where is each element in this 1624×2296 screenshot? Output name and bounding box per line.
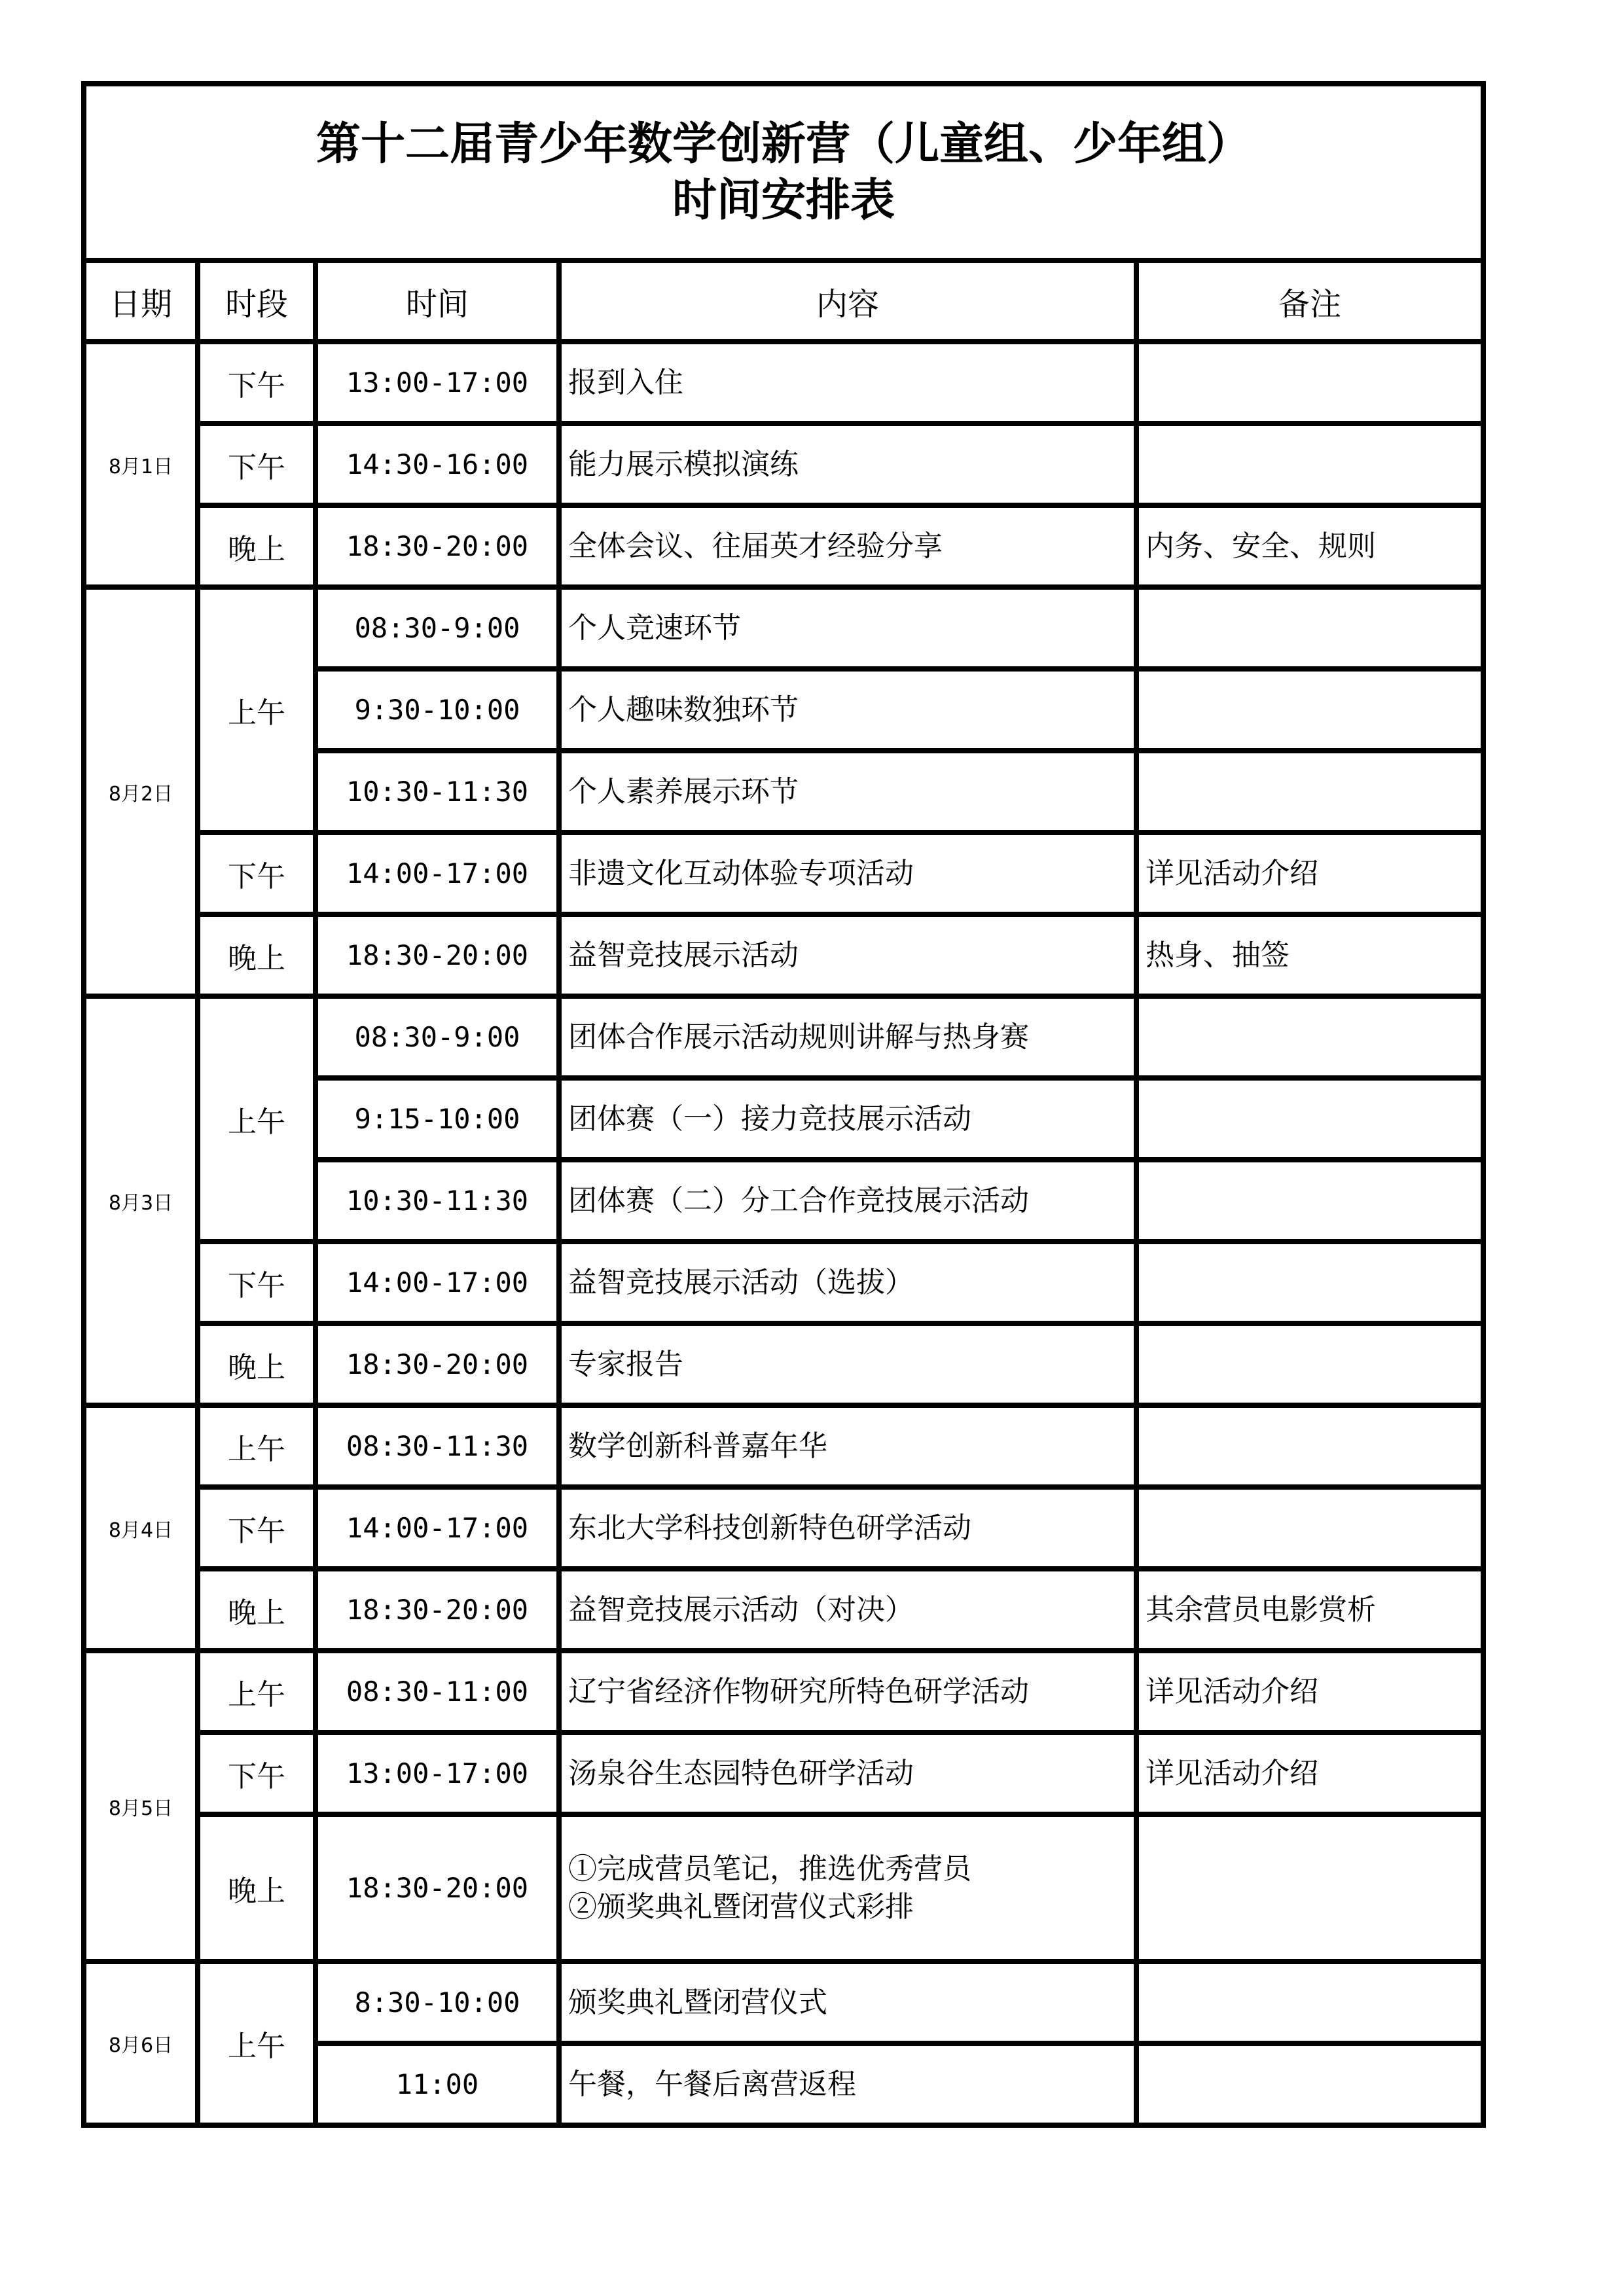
content-cell: 数学创新科普嘉年华 [562, 1408, 1139, 1490]
content-cell: 颁奖典礼暨闭营仪式 [562, 1964, 1139, 2046]
note-cell [1139, 999, 1486, 1081]
time-cell: 08:30-11:00 [318, 1653, 562, 1735]
content-cell: 团体赛（二）分工合作竞技展示活动 [562, 1162, 1139, 1244]
page-title: 第十二届青少年数学创新营（儿童组、少年组） [316, 118, 1251, 170]
period-cell: 上午 [200, 1653, 318, 1735]
header-time: 时间 [318, 263, 562, 344]
note-cell [1139, 1244, 1486, 1326]
content-cell: 能力展示模拟演练 [562, 426, 1139, 508]
content-cell: 报到入住 [562, 344, 1139, 426]
time-cell: 13:00-17:00 [318, 1735, 562, 1817]
table-row [86, 1964, 1486, 2046]
period-cell: 晚上 [200, 1817, 318, 1964]
table-row [86, 1244, 1486, 1326]
table-row [86, 1817, 1486, 1964]
time-cell: 08:30-11:30 [318, 1408, 562, 1490]
time-cell: 14:00-17:00 [318, 835, 562, 917]
table-row [86, 1571, 1486, 1653]
note-cell [1139, 1081, 1486, 1162]
table-row [86, 835, 1486, 917]
content-cell: 个人竞速环节 [562, 590, 1139, 672]
table-row [86, 1326, 1486, 1408]
note-cell [1139, 753, 1486, 835]
content-cell: 团体合作展示活动规则讲解与热身赛 [562, 999, 1139, 1081]
note-cell [1139, 1817, 1486, 1964]
table-row [86, 426, 1486, 508]
table-row [86, 508, 1486, 590]
note-cell: 其余营员电影赏析 [1139, 1571, 1486, 1653]
note-cell [1139, 1162, 1486, 1244]
header-row [86, 263, 1486, 344]
table-row [86, 1408, 1486, 1490]
period-cell: 晚上 [200, 1326, 318, 1408]
time-cell: 18:30-20:00 [318, 917, 562, 999]
content-cell: 专家报告 [562, 1326, 1139, 1408]
note-cell: 详见活动介绍 [1139, 1653, 1486, 1735]
table-row [86, 917, 1486, 999]
date-cell: 8月3日 [86, 999, 200, 1408]
time-cell: 9:15-10:00 [318, 1081, 562, 1162]
date-cell: 8月4日 [86, 1408, 200, 1653]
period-cell: 上午 [200, 590, 318, 835]
period-cell: 晚上 [200, 917, 318, 999]
content-cell: 个人素养展示环节 [562, 753, 1139, 835]
note-cell [1139, 672, 1486, 753]
content-cell: 非遗文化互动体验专项活动 [562, 835, 1139, 917]
note-cell: 详见活动介绍 [1139, 1735, 1486, 1817]
date-cell: 8月6日 [86, 1964, 200, 2128]
time-cell: 10:30-11:30 [318, 753, 562, 835]
date-cell: 8月1日 [86, 344, 200, 590]
date-cell: 8月2日 [86, 590, 200, 999]
content-cell: 全体会议、往届英才经验分享 [562, 508, 1139, 590]
period-cell: 下午 [200, 1490, 318, 1571]
table-row [86, 1490, 1486, 1571]
time-cell: 8:30-10:00 [318, 1964, 562, 2046]
schedule-table [86, 263, 1486, 2128]
note-cell [1139, 344, 1486, 426]
table-row [86, 590, 1486, 672]
content-cell: 益智竞技展示活动（对决） [562, 1571, 1139, 1653]
period-cell: 下午 [200, 426, 318, 508]
content-cell: 团体赛（一）接力竞技展示活动 [562, 1081, 1139, 1162]
date-cell: 8月5日 [86, 1653, 200, 1964]
note-cell [1139, 1490, 1486, 1571]
note-cell [1139, 2046, 1486, 2128]
page-subtitle: 时间安排表 [672, 174, 895, 226]
table-row [86, 999, 1486, 1081]
period-cell: 上午 [200, 1964, 318, 2128]
period-cell: 晚上 [200, 508, 318, 590]
note-cell [1139, 590, 1486, 672]
content-cell: 益智竞技展示活动（选拔） [562, 1244, 1139, 1326]
schedule-frame [81, 81, 1486, 2128]
note-cell [1139, 1408, 1486, 1490]
note-cell: 热身、抽签 [1139, 917, 1486, 999]
note-cell [1139, 1326, 1486, 1408]
period-cell: 上午 [200, 1408, 318, 1490]
title-block [86, 86, 1486, 263]
content-cell: 汤泉谷生态园特色研学活动 [562, 1735, 1139, 1817]
time-cell: 18:30-20:00 [318, 1571, 562, 1653]
content-cell: 个人趣味数独环节 [562, 672, 1139, 753]
time-cell: 18:30-20:00 [318, 508, 562, 590]
time-cell: 10:30-11:30 [318, 1162, 562, 1244]
period-cell: 晚上 [200, 1571, 318, 1653]
content-cell: 午餐，午餐后离营返程 [562, 2046, 1139, 2128]
content-cell: ①完成营员笔记，推选优秀营员 ②颁奖典礼暨闭营仪式彩排 [562, 1817, 1139, 1964]
note-cell: 内务、安全、规则 [1139, 508, 1486, 590]
content-cell: 益智竞技展示活动 [562, 917, 1139, 999]
header-date: 日期 [86, 263, 200, 344]
time-cell: 08:30-9:00 [318, 590, 562, 672]
content-cell: 东北大学科技创新特色研学活动 [562, 1490, 1139, 1571]
time-cell: 18:30-20:00 [318, 1817, 562, 1964]
period-cell: 下午 [200, 1735, 318, 1817]
time-cell: 14:00-17:00 [318, 1244, 562, 1326]
content-cell: 辽宁省经济作物研究所特色研学活动 [562, 1653, 1139, 1735]
table-row [86, 1735, 1486, 1817]
time-cell: 9:30-10:00 [318, 672, 562, 753]
time-cell: 18:30-20:00 [318, 1326, 562, 1408]
header-period: 时段 [200, 263, 318, 344]
time-cell: 11:00 [318, 2046, 562, 2128]
header-content: 内容 [562, 263, 1139, 344]
period-cell: 下午 [200, 344, 318, 426]
time-cell: 13:00-17:00 [318, 344, 562, 426]
table-row [86, 344, 1486, 426]
period-cell: 上午 [200, 999, 318, 1244]
note-cell [1139, 426, 1486, 508]
table-row [86, 1653, 1486, 1735]
note-cell: 详见活动介绍 [1139, 835, 1486, 917]
note-cell [1139, 1964, 1486, 2046]
time-cell: 14:00-17:00 [318, 1490, 562, 1571]
time-cell: 14:30-16:00 [318, 426, 562, 508]
period-cell: 下午 [200, 1244, 318, 1326]
header-note: 备注 [1139, 263, 1486, 344]
period-cell: 下午 [200, 835, 318, 917]
time-cell: 08:30-9:00 [318, 999, 562, 1081]
